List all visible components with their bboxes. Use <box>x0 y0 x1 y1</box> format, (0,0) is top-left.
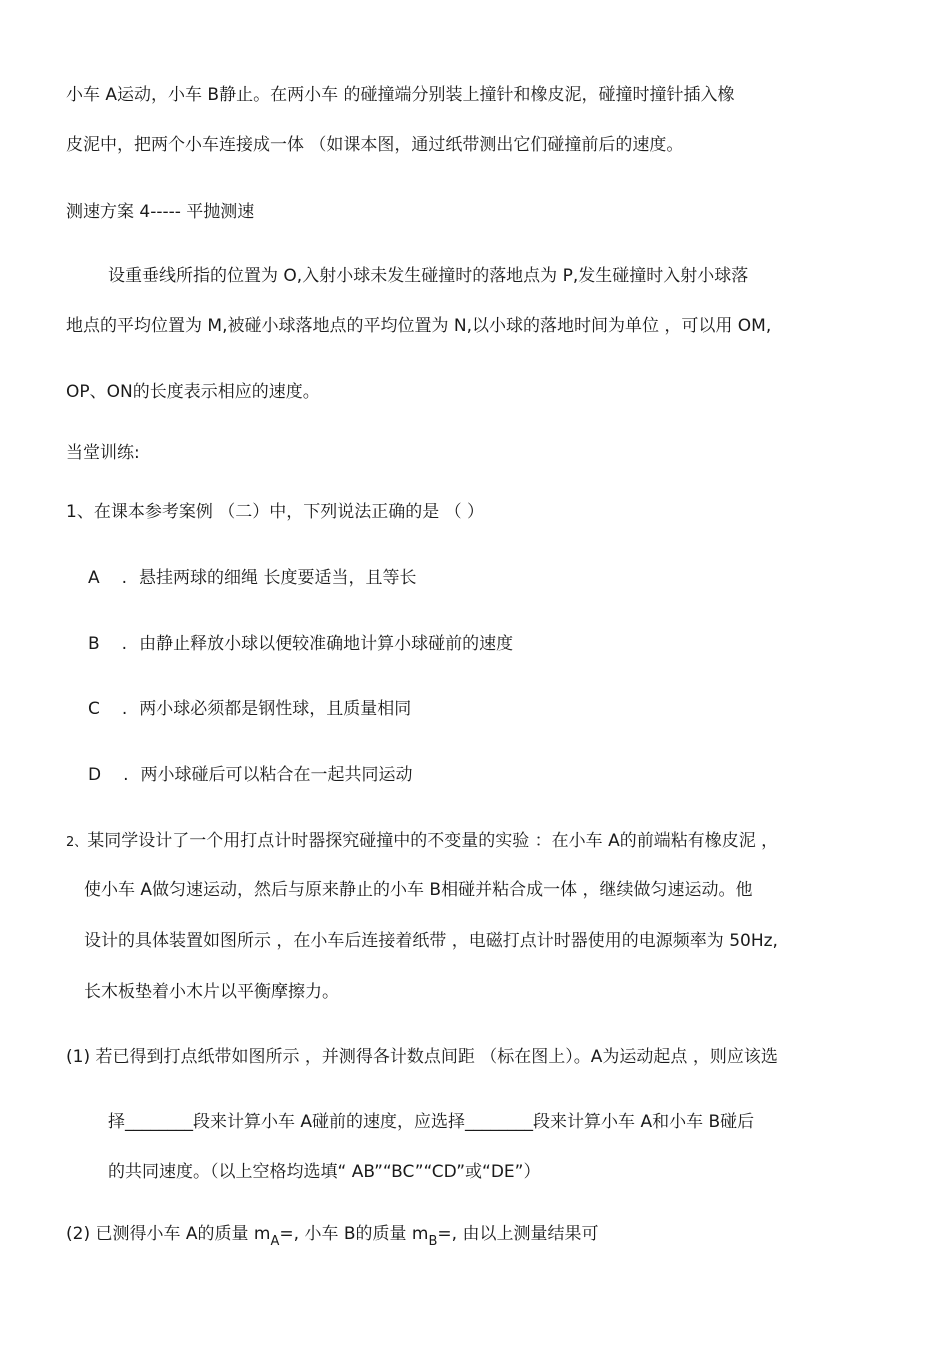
option-b <box>88 632 513 656</box>
question-2-line-1 <box>66 829 778 855</box>
option-letter: B <box>88 634 100 654</box>
part-1-text-c: 段来计算小车 A和小车 B碰后 <box>533 1112 755 1132</box>
part-2-text-b: =, 小车 B的质量 m <box>279 1224 429 1244</box>
option-text: 两小球碰后可以粘合在一起共同运动 <box>140 765 413 785</box>
option-separator: . <box>121 568 128 588</box>
answer-blank-1[interactable]: ________ <box>125 1112 193 1132</box>
scheme4-line-1: 设重垂线所指的位置为 O,入射小球未发生碰撞时的落地点为 P,发生碰撞时入射小球落 <box>108 266 749 286</box>
part-1-text-a: 择 <box>108 1112 125 1132</box>
option-letter: A <box>88 568 100 588</box>
question-2-number: 2、 <box>66 835 88 850</box>
question-2-text: 某同学设计了一个用打点计时器探究碰撞中的不变量的实验 ：在小车 A的前端粘有橡皮泥 ， <box>87 831 779 851</box>
option-text: 由静止释放小球以便较准确地计算小球碰前的速度 <box>139 634 514 654</box>
question-2-line-4: 长木板垫着小木片以平衡摩擦力。 <box>84 982 339 1002</box>
option-text: 悬挂两球的细绳 长度要适当，且等长 <box>139 568 417 588</box>
option-letter: D <box>88 765 102 785</box>
question-2-line-2: 使小车 A做匀速运动，然后与原来静止的小车 B相碰并粘合成一体 ，继续做匀速运动。他 <box>84 880 753 900</box>
question-2-line-3: 设计的具体装置如图所示 ，在小车后连接着纸带 ，电磁打点计时器使用的电源频率为 50Hz, <box>84 931 778 951</box>
scheme4-line-3: OP、ON的长度表示相应的速度。 <box>66 382 320 402</box>
part-1-line-2 <box>108 1110 754 1134</box>
intro-line-2: 皮泥中，把两个小车连接成一体 （如课本图，通过纸带测出它们碰撞前后的速度。 <box>66 135 684 155</box>
option-a <box>88 566 416 590</box>
part-2-line <box>66 1222 598 1248</box>
training-heading: 当堂训练: <box>66 443 140 463</box>
option-d <box>88 763 413 787</box>
mass-b-subscript: B <box>428 1234 438 1249</box>
scheme4-line-2: 地点的平均位置为 M,被碰小球落地点的平均位置为 N,以小球的落地时间为单位 ，可以用 OM, <box>66 316 772 336</box>
option-c <box>88 697 411 721</box>
part-2-text-c: =, 由以上测量结果可 <box>437 1224 599 1244</box>
scheme4-heading: 测速方案 4----- 平抛测速 <box>66 202 255 222</box>
option-separator: . <box>121 634 128 654</box>
option-separator: . <box>121 699 128 719</box>
part-1-line-1: (1) 若已得到打点纸带如图所示 ，并测得各计数点间距 （标在图上）。A为运动起点 ，则应该选 <box>66 1047 778 1067</box>
part-2-text-a: (2) 已测得小车 A的质量 m <box>66 1224 271 1244</box>
part-1-text-b: 段来计算小车 A碰前的速度，应选择 <box>193 1112 466 1132</box>
mass-a-subscript: A <box>270 1234 280 1249</box>
part-1-line-3: 的共同速度。（以上空格均选填“ AB”“BC”“CD”或“DE”） <box>108 1162 541 1182</box>
question-1-stem: 1、在课本参考案例 （二）中，下列说法正确的是 （ ） <box>66 502 485 522</box>
intro-line-1: 小车 A运动，小车 B静止。在两小车 的碰撞端分别装上撞针和橡皮泥，碰撞时撞针插入橡 <box>66 85 735 105</box>
option-text: 两小球必须都是钢性球，且质量相同 <box>139 699 412 719</box>
answer-blank-2[interactable]: ________ <box>465 1112 534 1132</box>
option-letter: C <box>88 699 100 719</box>
option-separator: . <box>123 765 129 785</box>
